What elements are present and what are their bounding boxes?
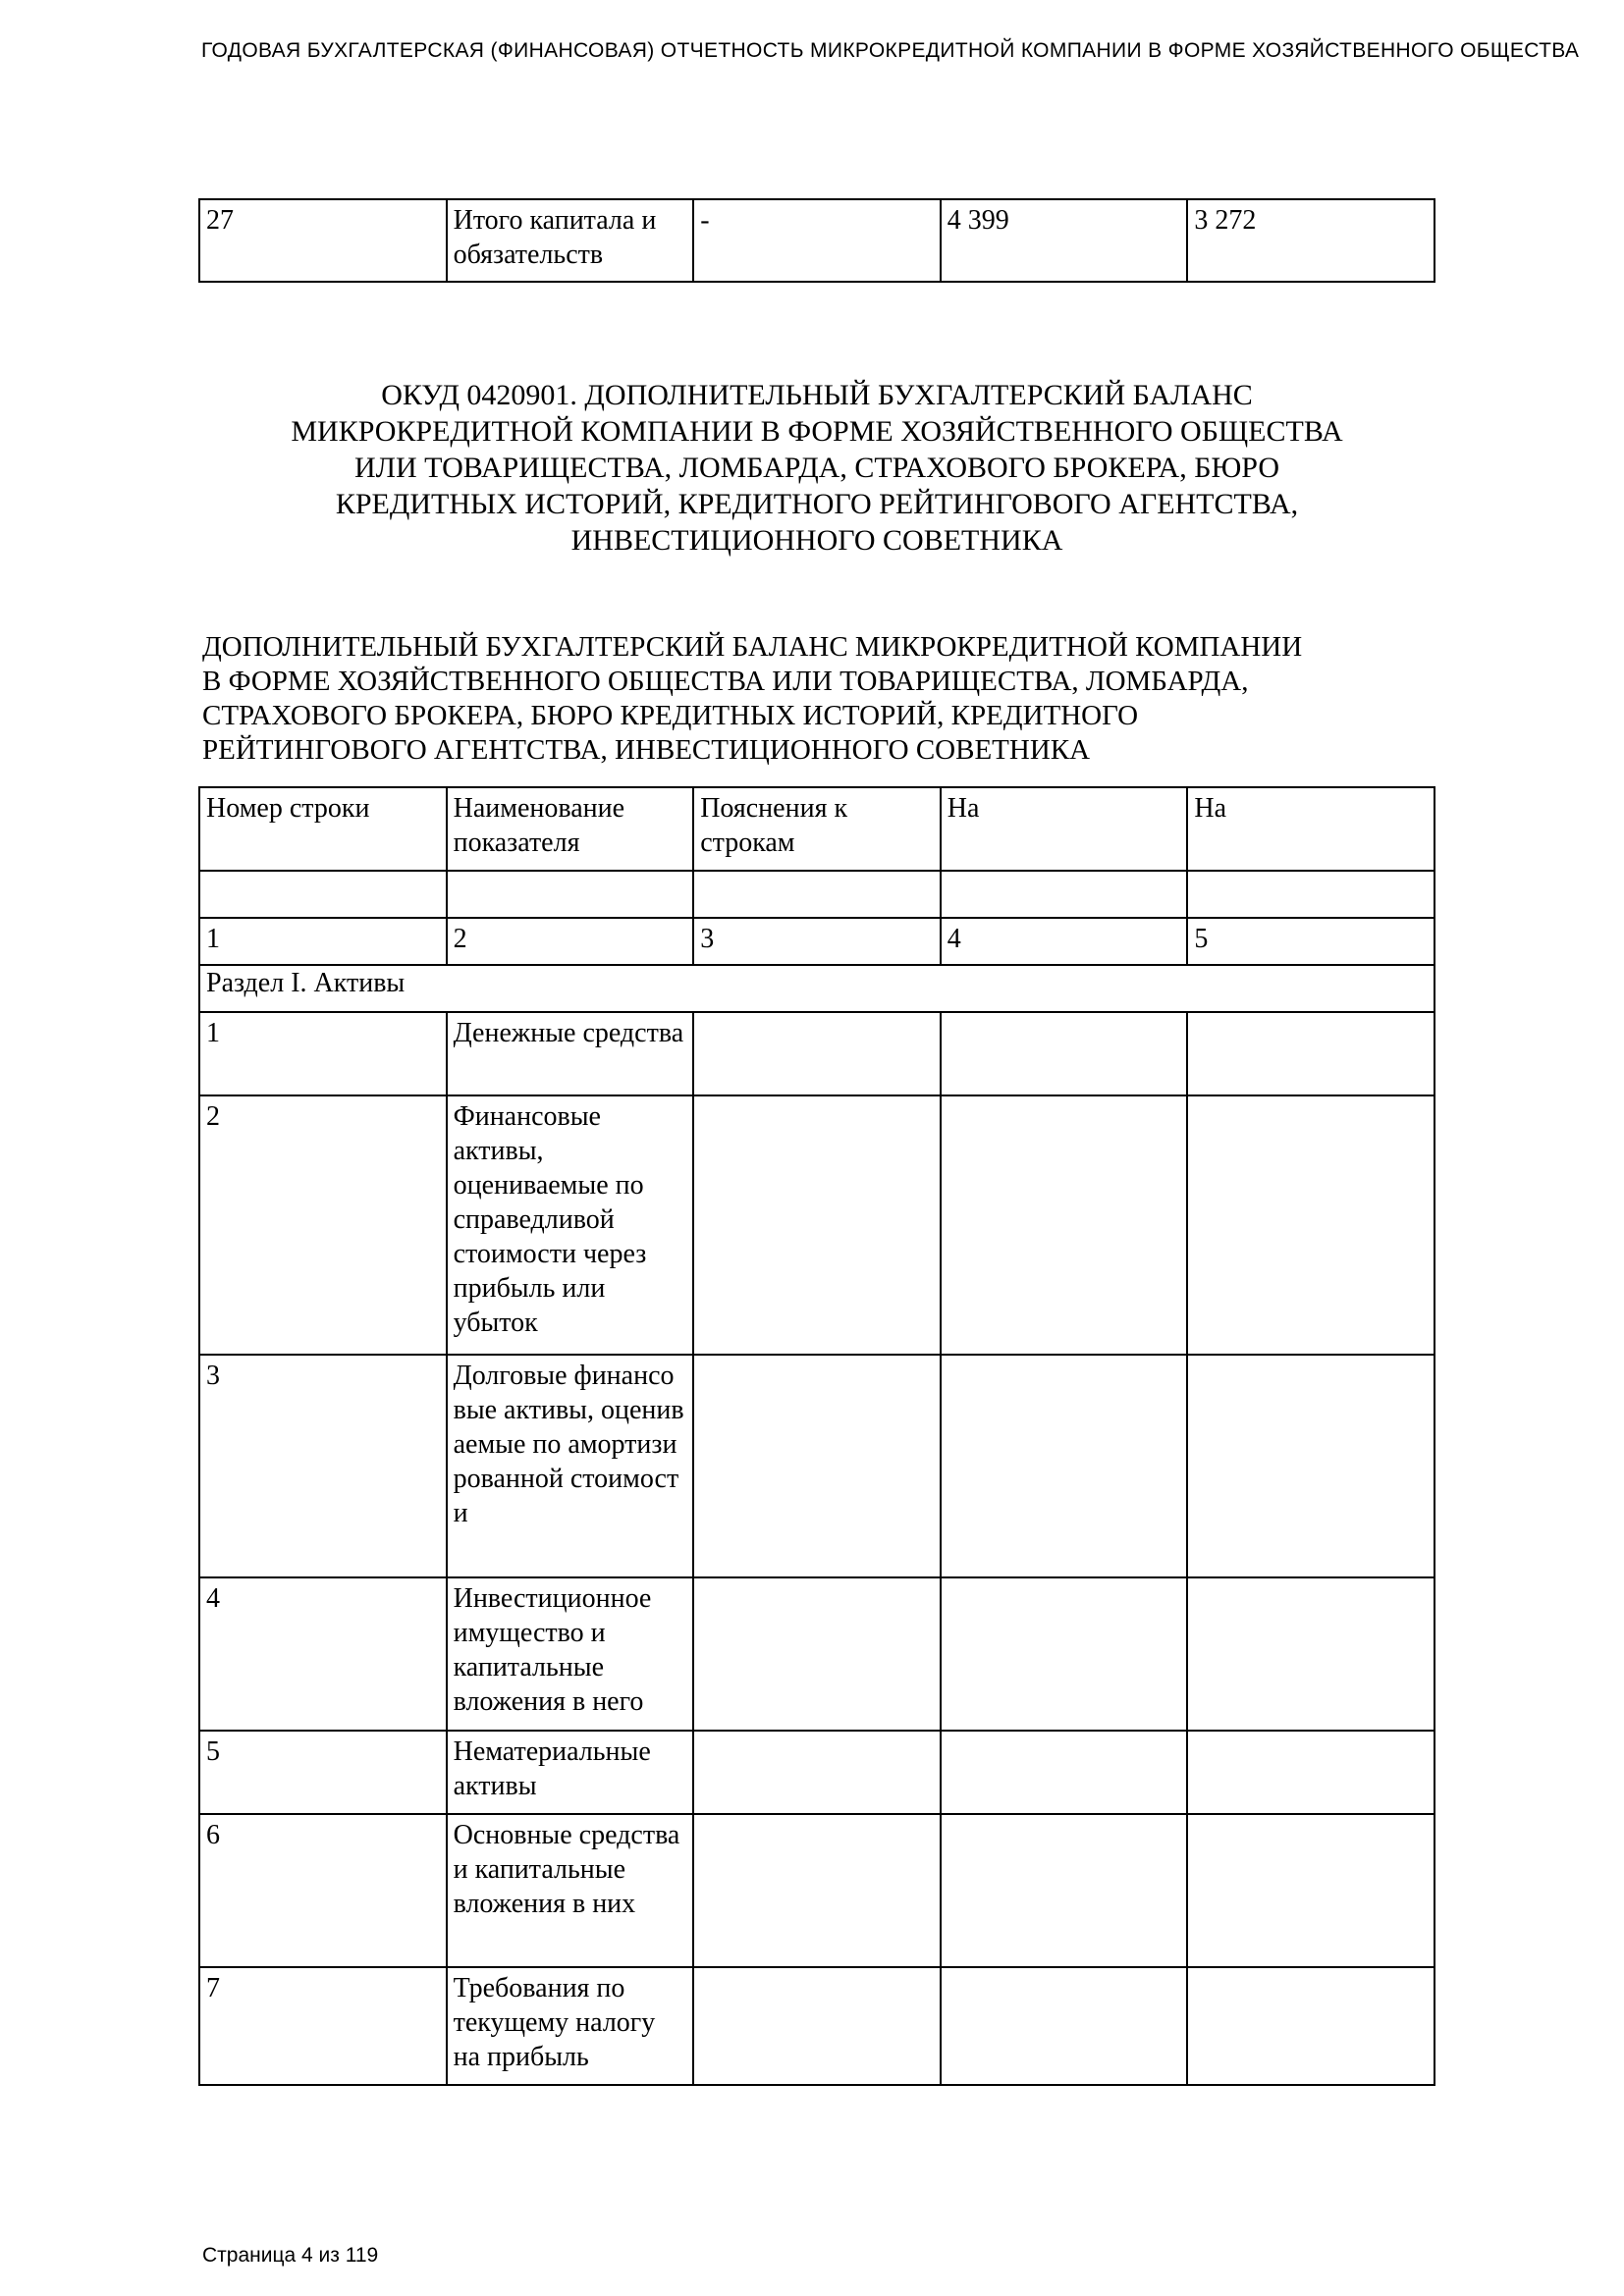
table-caption-line: РЕЙТИНГОВОГО АГЕНТСТВА, ИНВЕСТИЦИОННОГО СОВЕТНИКА <box>202 734 1091 766</box>
column-number: 2 <box>447 918 694 965</box>
row-number-cell: 5 <box>199 1731 447 1814</box>
table-row <box>199 1355 1435 1577</box>
running-header: ГОДОВАЯ БУХГАЛТЕРСКАЯ (ФИНАНСОВАЯ) ОТЧЕТНОСТЬ МИКРОКРЕДИТНОЙ КОМПАНИИ В ФОРМЕ ХОЗЯЙСТВЕННОГО ОБЩЕСТВА <box>201 39 1580 62</box>
empty-header-row <box>199 871 1435 918</box>
indicator-name-cell: Основные средства и капитальные вложения в них <box>447 1814 694 1967</box>
table-row <box>199 1967 1435 2085</box>
table-caption-line: ДОПОЛНИТЕЛЬНЫЙ БУХГАЛТЕРСКИЙ БАЛАНС МИКРОКРЕДИТНОЙ КОМПАНИИ <box>202 631 1303 663</box>
value-cell-2: 3 272 <box>1187 199 1435 282</box>
page-number: Страница 4 из 119 <box>202 2244 379 2267</box>
value-cell-1 <box>941 1814 1188 1967</box>
value-cell-1 <box>941 1731 1188 1814</box>
row-number-cell: 6 <box>199 1814 447 1967</box>
indicator-name-cell: Инвестиционное имущество и капитальные вложения в него <box>447 1577 694 1731</box>
table-row <box>199 1095 1435 1355</box>
note-cell <box>693 1814 941 1967</box>
value-cell-1 <box>941 1577 1188 1731</box>
section-title-line: КРЕДИТНЫХ ИСТОРИЙ, КРЕДИТНОГО РЕЙТИНГОВОГО АГЕНТСТВА, <box>335 488 1299 520</box>
indicator-name-cell: Итого капитала и обязательств <box>447 199 694 282</box>
column-number: 4 <box>941 918 1188 965</box>
previous-table-tail <box>198 198 1435 283</box>
row-number-cell: 4 <box>199 1577 447 1731</box>
table-row <box>199 199 1435 282</box>
indicator-name-cell: Финансовые активы, оцениваемые по справедливой стоимости через прибыль или убыток <box>447 1095 694 1355</box>
balance-table <box>198 786 1435 2086</box>
indicator-name-cell: Требования по текущему налогу на прибыль <box>447 1967 694 2085</box>
section-title-line: ИЛИ ТОВАРИЩЕСТВА, ЛОМБАРДА, СТРАХОВОГО БРОКЕРА, БЮРО <box>353 452 1279 484</box>
value-cell-1 <box>941 1967 1188 2085</box>
note-cell <box>693 1095 941 1355</box>
value-cell-1: 4 399 <box>941 199 1188 282</box>
value-cell-2 <box>1187 1967 1435 2085</box>
row-number-cell: 2 <box>199 1095 447 1355</box>
empty-cell <box>941 871 1188 918</box>
column-header: Пояснения к строкам <box>693 787 941 871</box>
note-cell <box>693 1731 941 1814</box>
indicator-name-cell: Денежные средства <box>447 1012 694 1095</box>
row-number-cell: 1 <box>199 1012 447 1095</box>
value-cell-2 <box>1187 1814 1435 1967</box>
indicator-name-cell: Долговые финансовые активы, оцениваемые по амортизированной стоимости <box>447 1355 694 1577</box>
column-number: 3 <box>693 918 941 965</box>
empty-cell <box>447 871 694 918</box>
table-caption-line: СТРАХОВОГО БРОКЕРА, БЮРО КРЕДИТНЫХ ИСТОРИЙ, КРЕДИТНОГО <box>202 700 1139 731</box>
empty-cell <box>199 871 447 918</box>
column-header: На <box>1187 787 1435 871</box>
empty-cell <box>693 871 941 918</box>
empty-cell <box>1187 871 1435 918</box>
value-cell-1 <box>941 1355 1188 1577</box>
table-row <box>199 1012 1435 1095</box>
section-label: Раздел I. Активы <box>199 965 1435 1012</box>
section-title-line: ОКУД 0420901. ДОПОЛНИТЕЛЬНЫЙ БУХГАЛТЕРСКИЙ БАЛАНС <box>381 379 1253 411</box>
table-row <box>199 1731 1435 1814</box>
column-header: Номер строки <box>199 787 447 871</box>
value-cell-1 <box>941 1012 1188 1095</box>
value-cell-2 <box>1187 1577 1435 1731</box>
column-header: На <box>941 787 1188 871</box>
section-title <box>198 377 1435 559</box>
value-cell-2 <box>1187 1012 1435 1095</box>
note-cell <box>693 1355 941 1577</box>
note-cell <box>693 1012 941 1095</box>
table-row <box>199 1577 1435 1731</box>
section-title-line: ИНВЕСТИЦИОННОГО СОВЕТНИКА <box>570 524 1063 557</box>
section-row <box>199 965 1435 1012</box>
row-number-cell: 7 <box>199 1967 447 2085</box>
note-cell <box>693 1967 941 2085</box>
row-number-cell: 27 <box>199 199 447 282</box>
column-number: 1 <box>199 918 447 965</box>
value-cell-2 <box>1187 1095 1435 1355</box>
value-cell-2 <box>1187 1355 1435 1577</box>
note-cell <box>693 1577 941 1731</box>
note-cell: - <box>693 199 941 282</box>
indicator-name-cell: Нематериальные активы <box>447 1731 694 1814</box>
column-number-row <box>199 918 1435 965</box>
table-caption <box>202 630 1439 768</box>
table-row <box>199 1814 1435 1967</box>
column-header: Наименование показателя <box>447 787 694 871</box>
value-cell-2 <box>1187 1731 1435 1814</box>
value-cell-1 <box>941 1095 1188 1355</box>
table-caption-line: В ФОРМЕ ХОЗЯЙСТВЕННОГО ОБЩЕСТВА ИЛИ ТОВАРИЩЕСТВА, ЛОМБАРДА, <box>202 666 1249 697</box>
column-number: 5 <box>1187 918 1435 965</box>
section-title-line: МИКРОКРЕДИТНОЙ КОМПАНИИ В ФОРМЕ ХОЗЯЙСТВЕННОГО ОБЩЕСТВА <box>291 415 1343 448</box>
row-number-cell: 3 <box>199 1355 447 1577</box>
table-header-row <box>199 787 1435 871</box>
